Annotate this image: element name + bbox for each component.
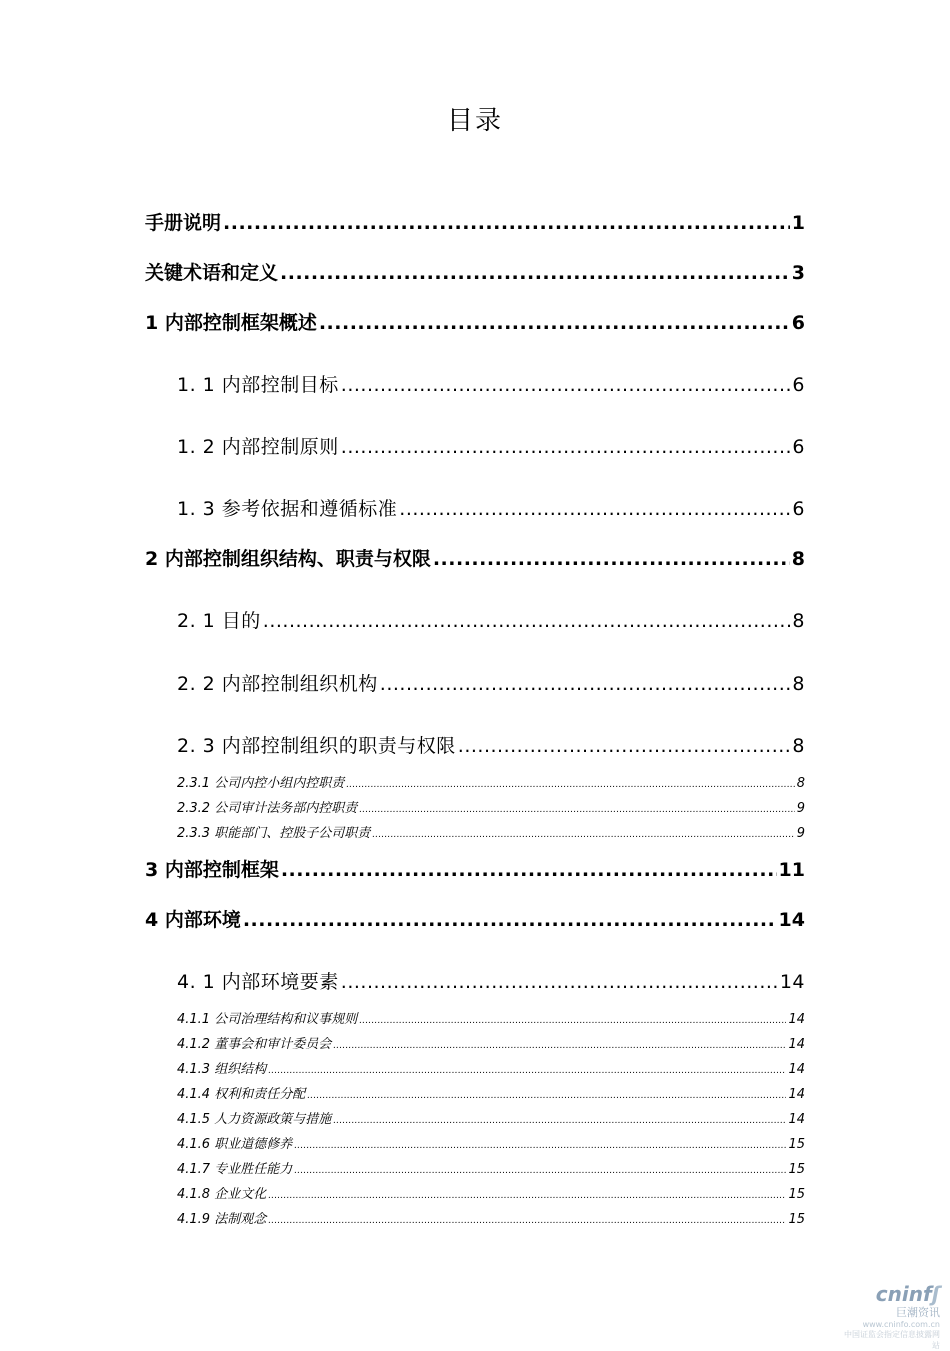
toc-entry-label: 1 内部控制框架概述 — [145, 312, 317, 334]
toc-entry[interactable] — [177, 1108, 805, 1127]
toc-entry-label: 2. 2 内部控制组织机构 — [177, 673, 378, 695]
toc-entry-page: 14 — [779, 971, 805, 993]
toc-entry[interactable] — [177, 1083, 805, 1102]
toc-dot-leader — [268, 1216, 786, 1226]
toc-entry-page: 8 — [792, 673, 805, 695]
toc-entry[interactable] — [177, 606, 805, 633]
toc-entry-page: 9 — [796, 826, 805, 841]
toc-entry-page: 15 — [788, 1137, 805, 1152]
toc-dot-leader — [341, 971, 778, 993]
toc-entry-label: 4.1.2 董事会和审计委员会 — [177, 1037, 332, 1052]
toc-entry[interactable] — [177, 731, 805, 758]
toc-entry[interactable] — [145, 258, 805, 285]
cninfo-logo: cninfʃ — [875, 1282, 940, 1306]
toc-entry[interactable] — [177, 1158, 805, 1177]
toc-dot-leader — [307, 1091, 786, 1101]
toc-entry-page: 6 — [792, 374, 805, 396]
toc-dot-leader — [333, 1041, 786, 1051]
toc-dot-leader — [223, 212, 790, 234]
cninfo-url: www.cninfo.com.cn — [862, 1320, 940, 1329]
toc-entry[interactable] — [177, 432, 805, 459]
toc-entry[interactable] — [177, 1183, 805, 1202]
toc-entry[interactable] — [145, 905, 805, 932]
cninfo-watermark — [840, 1282, 940, 1351]
toc-entry-page: 8 — [792, 610, 805, 632]
toc-entry-page: 14 — [788, 1037, 805, 1052]
toc-entry[interactable] — [145, 208, 805, 235]
toc-entry-label: 1. 2 内部控制原则 — [177, 436, 339, 458]
toc-dot-leader — [341, 374, 791, 396]
toc-entry-label: 2. 1 目的 — [177, 610, 261, 632]
toc-dot-leader — [333, 1116, 786, 1126]
toc-entry[interactable] — [177, 1208, 805, 1227]
toc-entry[interactable] — [177, 1058, 805, 1077]
toc-dot-leader — [294, 1141, 786, 1151]
toc-entry-label: 4.1.1 公司治理结构和议事规则 — [177, 1012, 358, 1027]
toc-entry-page: 11 — [778, 859, 805, 881]
toc-entry[interactable] — [177, 772, 805, 791]
toc-entry-label: 2. 3 内部控制组织的职责与权限 — [177, 735, 456, 757]
toc-entry-label: 2.3.3 职能部门、控股子公司职责 — [177, 826, 371, 841]
toc-dot-leader — [268, 1066, 786, 1076]
toc-entry-label: 3 内部控制框架 — [145, 859, 279, 881]
cninfo-tagline: 中国证监会指定信息披露网站 — [844, 1330, 940, 1350]
cninfo-swirl-icon: ʃ — [931, 1282, 940, 1306]
toc-entry[interactable] — [177, 370, 805, 397]
toc-entry[interactable] — [145, 308, 805, 335]
toc-entry[interactable] — [145, 855, 805, 882]
toc-entry[interactable] — [177, 1033, 805, 1052]
cninfo-name: 巨潮资讯 — [896, 1306, 940, 1319]
toc-entry-label: 4.1.9 法制观念 — [177, 1212, 267, 1227]
toc-dot-leader — [268, 1191, 786, 1201]
toc-dot-leader — [359, 805, 795, 815]
toc-dot-leader — [458, 735, 791, 757]
toc-dot-leader — [281, 859, 777, 881]
toc-entry-label: 4 内部环境 — [145, 909, 241, 931]
toc-entry-label: 4.1.3 组织结构 — [177, 1062, 267, 1077]
toc-entry-label: 4.1.5 人力资源政策与措施 — [177, 1112, 332, 1127]
toc-dot-leader — [433, 548, 790, 570]
toc-entry[interactable] — [177, 967, 805, 994]
toc-entry-label: 4.1.7 专业胜任能力 — [177, 1162, 293, 1177]
toc-entry-page: 8 — [791, 548, 805, 570]
toc-entry-page: 15 — [788, 1162, 805, 1177]
page-title: 目录 — [446, 106, 503, 136]
toc-entry-label: 2.3.1 公司内控小组内控职责 — [177, 776, 345, 791]
toc-entry-page: 14 — [788, 1062, 805, 1077]
toc-entry-label: 关键术语和定义 — [145, 262, 279, 284]
toc-entry[interactable] — [177, 669, 805, 696]
toc-entry-page: 8 — [796, 776, 805, 791]
toc-entry-page: 14 — [788, 1112, 805, 1127]
toc-entry-label: 4.1.4 权利和责任分配 — [177, 1087, 306, 1102]
toc-entry[interactable] — [177, 1133, 805, 1152]
toc-entry-label: 手册说明 — [145, 212, 222, 234]
toc-dot-leader — [319, 312, 790, 334]
toc-entry-page: 14 — [788, 1087, 805, 1102]
toc-dot-leader — [359, 1016, 786, 1026]
toc-entry[interactable] — [177, 797, 805, 816]
toc-entry-label: 1. 1 内部控制目标 — [177, 374, 339, 396]
toc-entry[interactable] — [145, 544, 805, 571]
toc-entry-label: 2 内部控制组织结构、职责与权限 — [145, 548, 431, 570]
toc-dot-leader — [399, 498, 790, 520]
toc-entry-page: 6 — [791, 312, 805, 334]
toc-entry-page: 14 — [778, 909, 805, 931]
toc-entry-label: 2.3.2 公司审计法务部内控职责 — [177, 801, 358, 816]
toc-dot-leader — [380, 673, 791, 695]
toc-dot-leader — [294, 1166, 786, 1176]
toc-entry-label: 1. 3 参考依据和遵循标准 — [177, 498, 398, 520]
toc-entry-page: 6 — [792, 436, 805, 458]
toc-dot-leader — [341, 436, 791, 458]
toc-entry-page: 9 — [796, 801, 805, 816]
toc-entry[interactable] — [177, 1008, 805, 1027]
toc-entry-page: 6 — [792, 498, 805, 520]
toc-entry-page: 14 — [788, 1012, 805, 1027]
toc-entry[interactable] — [177, 494, 805, 521]
toc-entry-page: 15 — [788, 1187, 805, 1202]
toc-entry-page: 1 — [791, 212, 805, 234]
toc-entry-page: 8 — [792, 735, 805, 757]
toc-entry[interactable] — [177, 822, 805, 841]
toc-dot-leader — [346, 780, 795, 790]
toc-dot-leader — [372, 830, 795, 840]
toc-dot-leader — [243, 909, 777, 931]
toc-entry-page: 3 — [791, 262, 805, 284]
toc-entry-label: 4. 1 内部环境要素 — [177, 971, 339, 993]
toc-entry-label: 4.1.8 企业文化 — [177, 1187, 267, 1202]
toc-entry-page: 15 — [788, 1212, 805, 1227]
toc-dot-leader — [263, 610, 791, 632]
toc-dot-leader — [280, 262, 790, 284]
toc-entry-label: 4.1.6 职业道德修养 — [177, 1137, 293, 1152]
